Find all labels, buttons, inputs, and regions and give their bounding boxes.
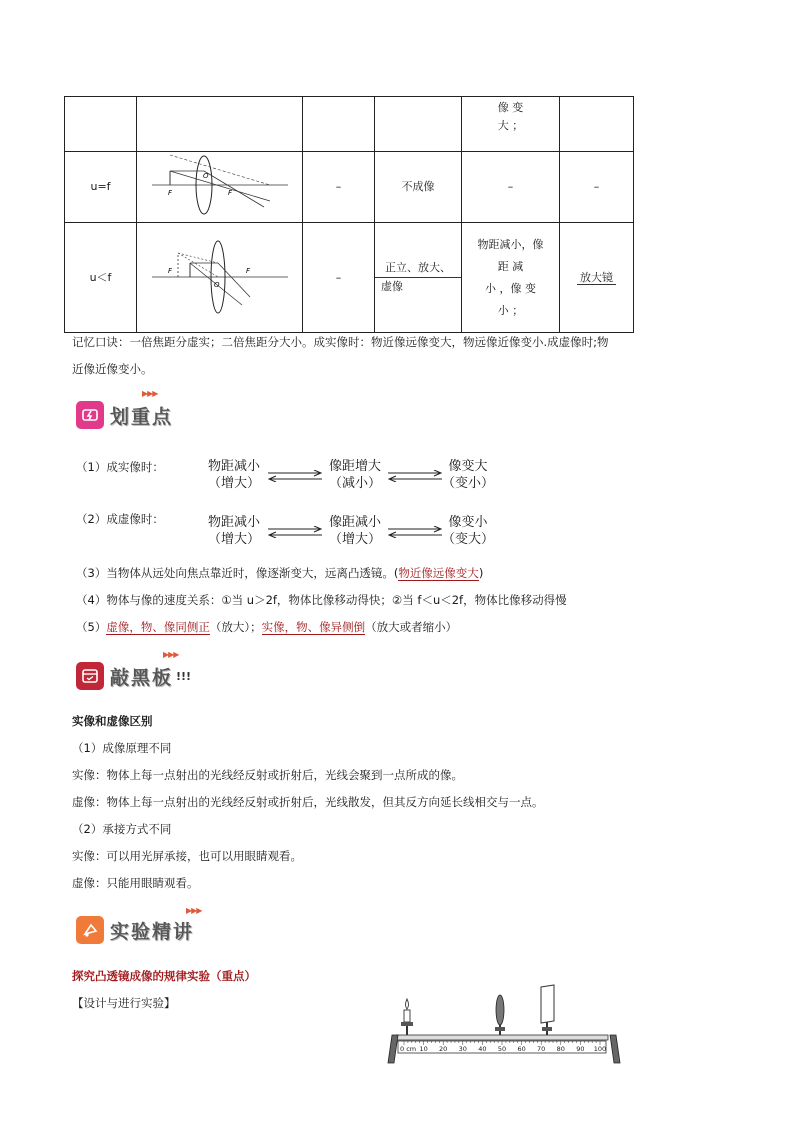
double-arrow-icon [388,470,442,482]
bolt-icon [76,401,104,429]
table-cell: – [303,152,375,223]
scale-label: 40 [478,1045,487,1053]
table-cell: u=f [65,152,137,223]
bench-leg [610,1035,620,1063]
section-header-experiment [76,913,194,947]
board-p5: 实像：可以用光屏承接，也可以用眼睛观看。 [72,849,302,863]
table-cell: – [462,152,560,223]
lens-label: F [245,266,250,275]
scale-label: 30 [458,1045,467,1053]
flow-node: 像距增大 （减小） [328,459,381,491]
exclaim-marks: !!! [176,669,192,683]
table-cell: 不成像 [375,152,462,223]
arrow-decoration: ▶▶▶ [142,389,158,398]
lens-label: F [167,266,172,275]
lens-diagram-u-equals-f [150,153,290,215]
table-cell: 像 变 大 ； [462,97,560,152]
table-cell: – [560,152,634,223]
section-title: 划重点 [110,405,174,428]
table-cell: 放大镜 [560,223,634,333]
section-title: 敲黑板 [110,666,174,689]
flow-node: 物距减小 （增大） [207,515,260,547]
table-row [65,152,634,223]
bench-rail [396,1035,608,1040]
board-heading: 实像和虚像区别 [72,714,153,728]
section-header-board [76,659,191,693]
focus-item-4: （4）物体与像的速度关系：①当 u＞2f，物体比像移动得快；②当 f＜u＜2f，物体比像移动得慢 [76,593,567,607]
table-cell: 正立、放大、 虚像 [375,223,462,333]
board-p4: （2）承接方式不同 [72,822,172,836]
scale-label: 60 [517,1045,526,1053]
lens-imaging-table [64,96,634,333]
lens-icon [495,995,505,1035]
board-p6: 虚像：只能用眼睛观看。 [72,876,199,890]
scale-label: 90 [576,1045,585,1053]
memory-tip: 记忆口诀：一倍焦距分虚实；二倍焦距分大小。成实像时：物近像远像变大，物远像近像变小.成虚像时;物 [72,335,609,349]
double-arrow-icon [388,526,442,538]
table-cell: u＜f [65,223,137,333]
table-cell: – [303,223,375,333]
section-title: 实验精讲 [110,920,195,943]
bell-icon [76,916,104,944]
lens-label: O [213,280,220,289]
board-icon [76,662,104,690]
screen-icon [541,985,554,1035]
lens-diagram-u-less-than-f [150,235,290,315]
table-cell: 物距减小，像 距 减 小 ，像 变 小 ； [462,223,560,333]
lens-label: F [227,189,232,198]
scale-label: 80 [556,1045,565,1053]
lens-label: O [202,172,209,181]
double-arrow-icon [268,526,322,538]
table-row [65,97,634,152]
optical-bench-diagram [384,975,624,1067]
lens-diagram-cell [137,223,303,333]
lens-diagram-cell [137,152,303,223]
flow-node: 像距减小 （增大） [328,515,381,547]
focus-item-3: （3）当物体从远处向焦点靠近时，像逐渐变大，远离凸透镜。(物近像远像变大) [76,566,484,580]
scale-label: 20 [439,1045,448,1053]
flow-node: 物距减小 （增大） [207,459,260,491]
scale-label: 50 [497,1045,507,1053]
scale-label: 70 [537,1045,546,1053]
board-p2: 实像：物体上每一点射出的光线经反射或折射后，光线会聚到一点所成的像。 [72,768,463,782]
double-arrow-icon [268,470,322,482]
scale-label: 10 [419,1045,428,1053]
experiment-heading: 探究凸透镜成像的规律实验（重点） [72,969,256,983]
focus-item-2-label: （2）成虚像时： [76,512,164,526]
bench-leg [388,1035,398,1063]
board-p1: （1）成像原理不同 [72,741,172,755]
focus-item-5: （5）虚像，物、像同侧正（放大）；实像，物、像异侧倒（放大或者缩小） [76,620,458,634]
focus-item-1-label: （1）成实像时： [76,460,164,474]
scale-label: 0 cm [400,1045,417,1053]
memory-tip-cont: 近像近像变小。 [72,362,153,376]
experiment-subheading: 【设计与进行实验】 [72,996,176,1010]
board-p3: 虚像：物体上每一点射出的光线经反射或折射后，光线散发，但其反方向延长线相交与一点。 [72,795,544,809]
candle-icon [401,999,413,1035]
flow-node: 像变小 （变大） [441,515,494,547]
scale-label: 100 [593,1045,607,1053]
section-header-focus [76,398,173,432]
arrow-decoration: ▶▶▶ [163,650,179,659]
table-row [65,223,634,333]
lens-label: F [167,189,172,198]
flow-node: 像变大 （变小） [441,459,494,491]
arrow-decoration: ▶▶▶ [186,906,202,915]
